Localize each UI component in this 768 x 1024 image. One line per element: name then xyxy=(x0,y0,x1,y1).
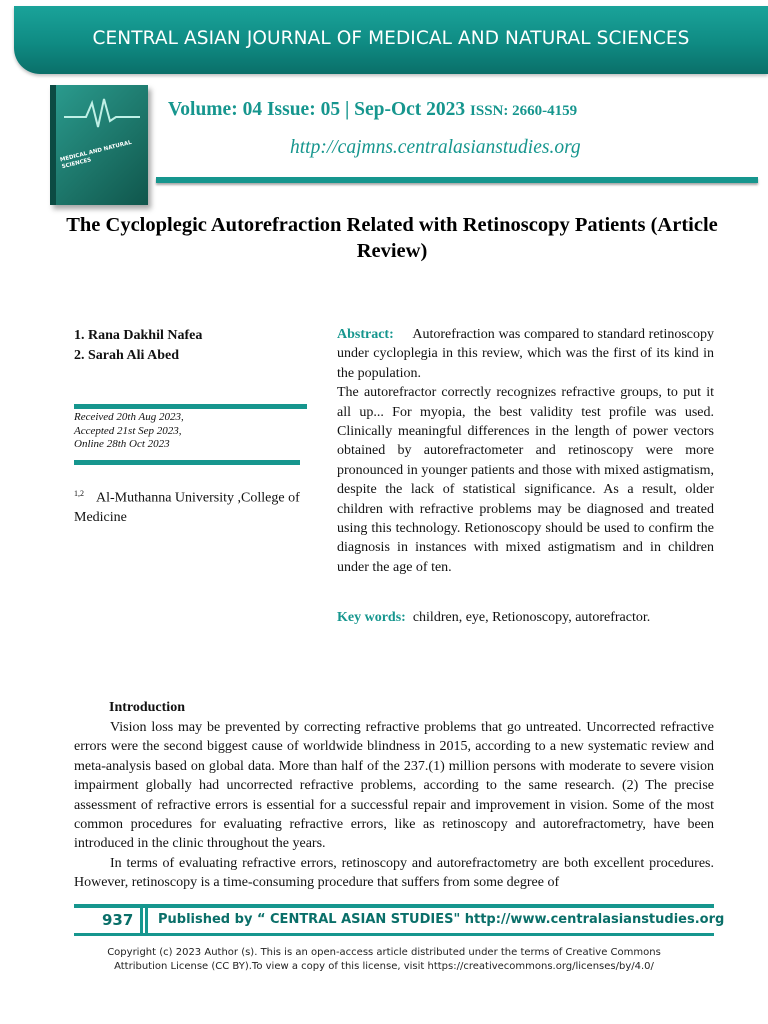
author-list xyxy=(74,326,202,366)
header-divider xyxy=(156,177,758,183)
abstract-paragraph-1: Autorefraction was compared to standard retinoscopy under cycloplegia in this review, which was the first of its kind in the population. xyxy=(337,327,714,381)
copyright-notice xyxy=(60,946,708,974)
introduction-paragraph-2: In terms of evaluating refractive errors, retinoscopy and autorefractometry are both excellent procedures. However, retinoscopy is a time-consuming procedure that suffers from some degree of xyxy=(74,855,714,891)
publisher-line[interactable]: Published by “ CENTRAL ASIAN STUDIES" http://www.centralasianstudies.org xyxy=(158,912,725,927)
introduction-paragraph-1: Vision loss may be prevented by correcting refractive problems that go untreated. Uncorrected refractive errors were the second biggest cause of worldwide blindness in 2015, according to a new systematic review and meta-analysis based on global data. More than half of the 237.(1) million persons with moderate to severe vision impairment globally had uncorrected refractive problems, according to the same research. (2) The precise assessment of refractive errors is essential for a successful repair and improvement in vision. Some of the most common procedures for evaluating refractive errors, like as retinoscopy and autorefractometry, have been introduced in the clinic throughout the years. xyxy=(74,720,714,852)
author-item: 1. Rana Dakhil Nafea xyxy=(74,328,203,343)
journal-banner xyxy=(14,6,768,74)
page-number: 937 xyxy=(102,911,134,929)
online-date: Online 28th Oct 2023 xyxy=(74,438,170,450)
affiliation-text: Al-Muthanna University ,College of Medicine xyxy=(74,490,300,525)
keywords-text: children, eye, Retionoscopy, autorefractor. xyxy=(412,610,651,625)
footer-separator xyxy=(140,907,148,936)
journal-url[interactable]: http://cajmns.centralasianstudies.org xyxy=(290,137,581,158)
cover-title: MEDICAL AND NATURAL SCIENCES xyxy=(59,139,133,171)
introduction-body xyxy=(74,718,714,893)
affiliation xyxy=(74,484,314,527)
volume-line xyxy=(168,99,577,121)
heartbeat-icon xyxy=(64,93,140,133)
footer-divider-top xyxy=(74,904,714,908)
author-item: 2. Sarah Ali Abed xyxy=(74,348,180,363)
journal-name: CENTRAL ASIAN JOURNAL OF MEDICAL AND NATURAL SCIENCES xyxy=(92,28,690,49)
copyright-line-2: Attribution License (CC BY).To view a copy of this license, visit https://creativecommons.org/licenses/by/4.0/ xyxy=(114,961,654,972)
received-date: Received 20th Aug 2023, xyxy=(74,411,184,423)
dates-bottom-divider xyxy=(74,460,300,465)
abstract xyxy=(337,325,714,577)
accepted-date: Accepted 21st Sep 2023, xyxy=(74,424,182,437)
keywords-label: Key words: xyxy=(337,610,406,625)
footer-divider-bottom xyxy=(74,933,714,936)
article-title: The Cycloplegic Autorefraction Related with Retinoscopy Patients (Article Review) xyxy=(66,214,718,262)
introduction-heading: Introduction xyxy=(109,700,185,715)
affiliation-marker: 1,2 xyxy=(74,489,84,498)
article-dates xyxy=(74,411,184,452)
keywords xyxy=(337,610,650,626)
issn: ISSN: 2660-4159 xyxy=(470,103,578,119)
volume-issue: Volume: 04 Issue: 05 | Sep-Oct 2023 xyxy=(168,99,466,120)
abstract-paragraph-2: The autorefractor correctly recognizes refractive groups, to put it all up... For myopia, the best validity test profile was used. Clinically meaningful differences in the length of power vectors obtained by autorefractometer and retinoscopy were more pronounced in younger patients and those with mixed astigmatism, despite the lack of statistical significance. As a result, older children with refractive problems may be diagnosed and treated using this technology. Retionoscopy should be used to confirm the diagnosis in instances with mixed astigmatism and in children under the age of ten. xyxy=(337,385,714,575)
abstract-label: Abstract: xyxy=(337,327,394,342)
copyright-line-1: Copyright (c) 2023 Author (s). This is an open-access article distributed under the terms of Creative Commons xyxy=(107,947,661,958)
dates-top-divider xyxy=(74,404,307,409)
journal-cover-image xyxy=(50,85,148,205)
